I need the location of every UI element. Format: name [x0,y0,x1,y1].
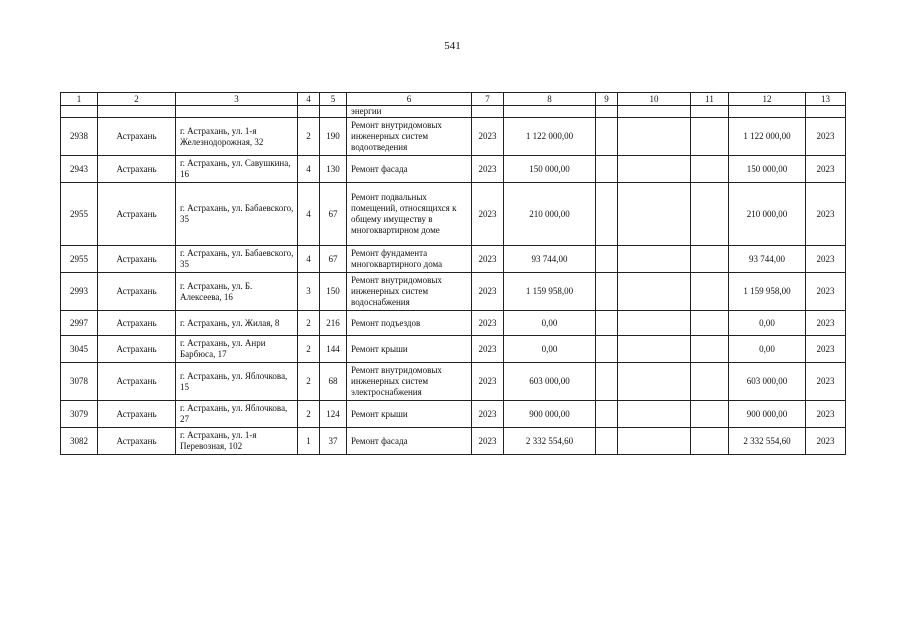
cell-city: Астрахань [98,336,176,363]
cell-end-year: 2023 [806,183,846,246]
table-row [61,183,846,246]
cell-col10 [618,336,691,363]
cell-end-year: 2023 [806,246,846,273]
cell-address: г. Астрахань, ул. Яблочкова, 27 [176,401,298,428]
cell-col4: 2 [298,363,320,401]
table-row [61,311,846,336]
cell-total: 210 000,00 [729,183,806,246]
cell-amount: 150 000,00 [504,156,596,183]
cell-col5: 37 [320,428,347,455]
cell-col11 [691,156,729,183]
cell-col9 [596,273,618,311]
cell-address: г. Астрахань, ул. Савушкина, 16 [176,156,298,183]
cell-col5: 67 [320,183,347,246]
cell-col5: 216 [320,311,347,336]
cell-year: 2023 [472,428,504,455]
cell-id: 2943 [61,156,98,183]
cell-id: 2955 [61,246,98,273]
cell-city: Астрахань [98,156,176,183]
cell-end-year: 2023 [806,336,846,363]
cell-year: 2023 [472,311,504,336]
cell-col9 [596,156,618,183]
cell-amount: 900 000,00 [504,401,596,428]
cell-total: 150 000,00 [729,156,806,183]
cell-work-type: Ремонт подъездов [347,311,472,336]
cell-address: г. Астрахань, ул. Жилая, 8 [176,311,298,336]
column-header: 1 [61,93,98,106]
cell-total: 2 332 554,60 [729,428,806,455]
table-row [61,273,846,311]
cell-amount: 210 000,00 [504,183,596,246]
cell-id: 3079 [61,401,98,428]
cell-col10 [618,156,691,183]
cell-address: г. Астрахань, ул. 1-я Железнодорожная, 32 [176,118,298,156]
cell-col11 [691,273,729,311]
page-number: 541 [444,40,461,52]
cell-col10 [618,183,691,246]
table-row [61,118,846,156]
cell-end-year: 2023 [806,401,846,428]
cell-col10 [618,401,691,428]
cell-col10 [618,363,691,401]
cell-end-year: 2023 [806,311,846,336]
cell-amount: 0,00 [504,311,596,336]
column-header: 9 [596,93,618,106]
cell-col11 [691,118,729,156]
cell-work-type: Ремонт внутридомовых инженерных систем электроснабжения [347,363,472,401]
cell-year: 2023 [472,336,504,363]
cell-col4: 4 [298,246,320,273]
cell-end-year: 2023 [806,156,846,183]
continuation-row [61,106,846,118]
cell-work-type: Ремонт крыши [347,336,472,363]
cell-id: 2997 [61,311,98,336]
cell-total: 900 000,00 [729,401,806,428]
cell-city: Астрахань [98,273,176,311]
cell-amount: 93 744,00 [504,246,596,273]
cell-col9 [596,183,618,246]
cell-year: 2023 [472,118,504,156]
cell-id: 2955 [61,183,98,246]
cell-col9 [596,118,618,156]
cell-year: 2023 [472,273,504,311]
cell-city: Астрахань [98,363,176,401]
cell-col9 [596,246,618,273]
cell-col9 [596,428,618,455]
cell-total: 603 000,00 [729,363,806,401]
cell-col10 [618,311,691,336]
cell-end-year: 2023 [806,118,846,156]
cell-col11 [691,401,729,428]
column-header: 10 [618,93,691,106]
cell-work-type: Ремонт фасада [347,156,472,183]
cell-col5: 124 [320,401,347,428]
cell-total: 93 744,00 [729,246,806,273]
cell-address: г. Астрахань, ул. Бабаевского, 35 [176,246,298,273]
cell-col4: 2 [298,118,320,156]
cell-work-type: Ремонт фасада [347,428,472,455]
cell-work-type: Ремонт внутридомовых инженерных систем водоснабжения [347,273,472,311]
cell-id: 3045 [61,336,98,363]
column-number-row [61,93,846,106]
cell-total: 0,00 [729,336,806,363]
cell-work-type: Ремонт подвальных помещений, относящихся к общему имуществу в многоквартирном доме [347,183,472,246]
column-header: 13 [806,93,846,106]
cell-col10 [618,273,691,311]
cell-col4: 4 [298,156,320,183]
cell-amount: 1 159 958,00 [504,273,596,311]
cell-year: 2023 [472,363,504,401]
cell-col5: 144 [320,336,347,363]
column-header: 3 [176,93,298,106]
cell-work-type: Ремонт крыши [347,401,472,428]
cell-col11 [691,311,729,336]
cell-col11 [691,336,729,363]
cell-total: 0,00 [729,311,806,336]
cell-amount: 2 332 554,60 [504,428,596,455]
column-header: 11 [691,93,729,106]
cell-city: Астрахань [98,183,176,246]
cell-address: г. Астрахань, ул. Анри Барбюса, 17 [176,336,298,363]
cell-id: 2993 [61,273,98,311]
cell-col10 [618,428,691,455]
cell-col11 [691,183,729,246]
cell-id: 2938 [61,118,98,156]
table-row [61,363,846,401]
cell-city: Астрахань [98,118,176,156]
cell-total: 1 159 958,00 [729,273,806,311]
cell-address: г. Астрахань, ул. 1-я Перевозная, 102 [176,428,298,455]
column-header: 5 [320,93,347,106]
cell-city: Астрахань [98,246,176,273]
table-row [61,428,846,455]
cell-total: 1 122 000,00 [729,118,806,156]
cell-id: 3078 [61,363,98,401]
cell-year: 2023 [472,156,504,183]
cell-col4: 2 [298,311,320,336]
cell-col4: 4 [298,183,320,246]
cell-address: г. Астрахань, ул. Б. Алексеева, 16 [176,273,298,311]
cell-year: 2023 [472,401,504,428]
cell-col10 [618,118,691,156]
cell-address: г. Астрахань, ул. Бабаевского, 35 [176,183,298,246]
cell-city: Астрахань [98,428,176,455]
repair-schedule-table [60,92,846,455]
table-row [61,156,846,183]
column-header: 12 [729,93,806,106]
cell-col11 [691,246,729,273]
table-row [61,246,846,273]
table-row [61,401,846,428]
cell-col5: 150 [320,273,347,311]
cell-end-year: 2023 [806,273,846,311]
cell-col4: 1 [298,428,320,455]
column-header: 6 [347,93,472,106]
cell-amount: 0,00 [504,336,596,363]
column-header: 4 [298,93,320,106]
cell-city: Астрахань [98,311,176,336]
cell-col9 [596,336,618,363]
cell-city: Астрахань [98,401,176,428]
continuation-text: энергии [347,106,472,118]
cell-end-year: 2023 [806,428,846,455]
table-row [61,336,846,363]
cell-col11 [691,363,729,401]
cell-col11 [691,428,729,455]
cell-col5: 67 [320,246,347,273]
cell-address: г. Астрахань, ул. Яблочкова, 15 [176,363,298,401]
cell-col9 [596,311,618,336]
cell-col4: 2 [298,336,320,363]
column-header: 8 [504,93,596,106]
cell-col5: 68 [320,363,347,401]
cell-col9 [596,363,618,401]
cell-col10 [618,246,691,273]
cell-col5: 130 [320,156,347,183]
cell-amount: 1 122 000,00 [504,118,596,156]
cell-col4: 2 [298,401,320,428]
cell-id: 3082 [61,428,98,455]
column-header: 7 [472,93,504,106]
cell-col4: 3 [298,273,320,311]
cell-work-type: Ремонт внутридомовых инженерных систем водоотведения [347,118,472,156]
cell-col9 [596,401,618,428]
cell-col5: 190 [320,118,347,156]
cell-amount: 603 000,00 [504,363,596,401]
cell-work-type: Ремонт фундамента многоквартирного дома [347,246,472,273]
cell-year: 2023 [472,183,504,246]
cell-year: 2023 [472,246,504,273]
column-header: 2 [98,93,176,106]
cell-end-year: 2023 [806,363,846,401]
